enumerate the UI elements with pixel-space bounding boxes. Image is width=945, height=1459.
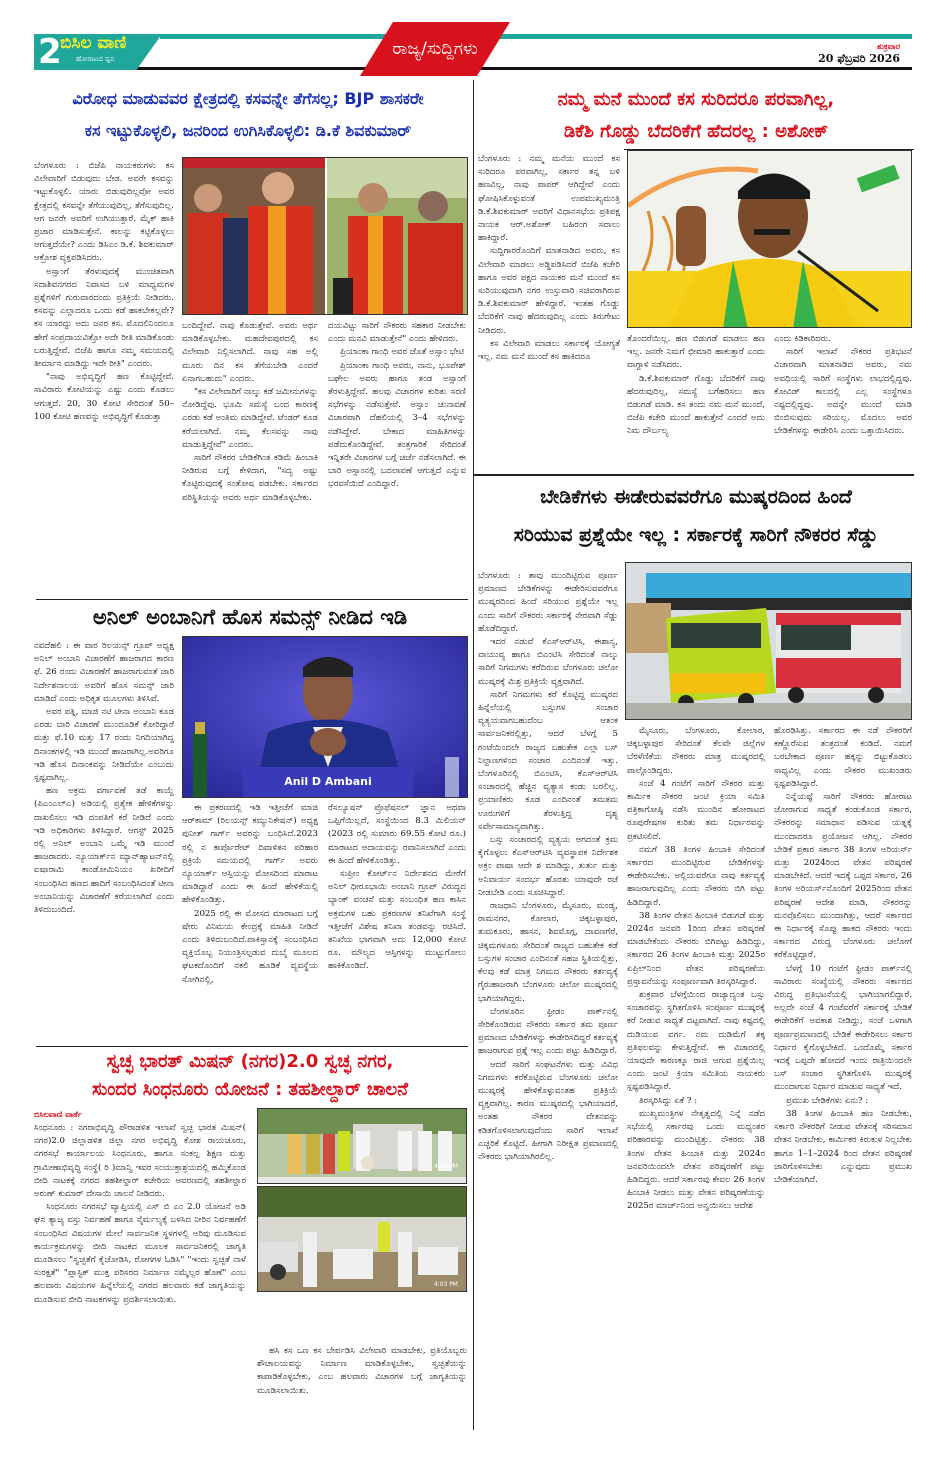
- ambani-paragraph: ನವದೆಹಲಿ : ಈ ವಾರ ರಿಲಯನ್ಸ್ ಗ್ರೂಪ್ ಅಧ್ಯಕ್ಷ ಅನಿಲ್ ಅಂಬಾನಿ ವಿಚಾರಣೆಗೆ ಹಾಜರಾಗದ ಕಾರಣ ಫೆ. 26 ರಂದು ವಿಚಾರಣೆಗೆ ಹಾಜರಾಗುವಂತೆ ಜಾರಿ ನಿರ್ದೇಶನಾಲಯ ಅವರಿಗೆ ಹೊಸ ಸಮನ್ಸ್ ಜಾರಿ ಮಾಡಿದೆ ಎಂದು ಅಧಿಕೃತ ಮೂಲಗಳು ತಿಳಿಸಿವೆ.: [34, 641, 174, 704]
- ambani-headline: ಅನಿಲ್ ಅಂಬಾನಿಗೆ ಹೊಸ ಸಮನ್ಸ್ ನೀಡಿದ ಇಡಿ: [92, 605, 408, 629]
- transport-paragraph: ಬೆಂಗಳೂರು : ತಾವು ಮುಂದಿಟ್ಟಿರುವ ಪೂರ್ಣ ಪ್ರಮಾಣದ ಬೇಡಿಕೆಗಳನ್ನು ಈಡೇರಿಸುವವರೆಗೂ ಮುಷ್ಕರದಿಂದ ಹಿಂದೆ ಸರಿಯುವ ಪ್ರಶ್ನೆಯೇ ಇಲ್ಲ ಎಂದು ಸಾರಿಗೆ ನೌಕರರು ಸರ್ಕಾರಕ್ಕೆ ನೇರವಾಗಿ ಸೆಡ್ಡು ಹೊಡೆದಿದ್ದಾರೆ.: [478, 571, 618, 634]
- masthead-black-rule: [130, 67, 912, 70]
- transport-paragraph: ಬೆಂಗಳೂರಿನ ಫ್ರೀಡಂ ಪಾರ್ಕ್‌ನಲ್ಲಿ ಸೇರಿಕೊಂಡಿರುವ ನೌಕರರು ಸರ್ಕಾರ ತಮ ಪೂರ್ಣ ಪ್ರಮಾಣದ ಬೇಡಿಕೆಗಳನ್ನು ಈಡೇರಿಸದಿದ್ದರೆ ಕರ್ತವ್ಯಕ್ಕೆ ಹಾಜರಾಗುವ ಪ್ರಶ್ನೆ ಇಲ್ಲ ಎಂದು ಪಟ್ಟು ಹಿಡಿದಿದ್ದಾರೆ.: [478, 1006, 618, 1057]
- ambani-column-3: [328, 802, 466, 1035]
- transport-paragraph: ಆದರೆ ಸಾರಿಗೆ ಸಂಘಟನೆಗಳು ಮತ್ತು ವಿವಿಧ ನಿಗಮಗಳು ಕರೆಕೊಟ್ಟಿರುವ ಬೆಂಗಳೂರು ಚಲೋ ಮುಷ್ಕರಕ್ಕೆ ಹೇಳಿಕೊಳ್ಳುವಂತಹ ಪ್ರತಿಕ್ರಿಯೆ ವ್ಯಕ್ತವಾಗಿಲ್ಲ. ಕಾರಣ ಮುಷ್ಕರದಲ್ಲಿ ಭಾಗಿಯಾದರೆ, ಅಂತಹ ನೌಕರರ ವೇತನವನ್ನು ಕಡಿತಗೊಳಿಸಲಾಗುವುದೆಂದು ಸಾರಿಗೆ ಇಲಾಖೆ ಎಚ್ಚರಿಕೆ ಕೊಟ್ಟಿದೆ. ಹೀಗಾಗಿ ನಿರೀಕ್ಷಿತ ಪ್ರಮಾಣದಲ್ಲಿ ನೌಕರರು ಭಾಗಿಯಾಗಿರಲಿಲ್ಲ.: [478, 1059, 618, 1162]
- transport-paragraph: ಬಸ್ಸು ಸಂಚಾರದಲ್ಲಿ ವ್ಯತ್ಯಯ ಆಗದಂತೆ ಕ್ರಮ ಕೈಗೊಳ್ಳಲು ಕೆಎಸ್‌ಆರ್‌ಟಿಸಿ ವ್ಯವಸ್ಥಾಪಕ ನಿರ್ದೇಶಕ ಅಕ್ರಂ ಪಾಷಾ ಆದೇ ಶ ಮಾಡಿದ್ದು, ತುರ್ತು ಮತ್ತು ಅನಿವಾರ್ಯ ಸಂದರ್ಭ ಹೊರತು ಯಾವುದೇ ರಜೆ ನೀಡಬೇಡಿ ಎಂದು ಸೂಚಿಸಿದ್ದಾರೆ.: [478, 835, 618, 898]
- transport-paragraph: ಇದರ ನಡುವೆ ಕೆಎಸ್‌ಆರ್‌ಟಿಸಿ, ಈಶಾನ್ಯ, ವಾಯುವ್ಯ ಹಾಗೂ ಬಿಎಂಟಿಸಿ ಸೇರಿದಂತೆ ನಾಲ್ಕು ಸಾರಿಗೆ ನಿಗಮಗಳು ಕರೆದಿರುವ ಬೆಂಗಳೂರು ಚಲೋ ಮುಷ್ಕರಕ್ಕೆ ಮಿಶ್ರ ಪ್ರತಿಕ್ರಿಯೆ ವ್ಯಕ್ತವಾಗಿದೆ.: [478, 637, 618, 687]
- ashok-paragraph: ಬೆಂಗಳೂರು : ನಮ್ಮ ಮನೆಯ ಮುಂದೆ ಕಸ ಸುರಿದರೂ ಪರವಾಗಿಲ್ಲ, ಸರ್ಕಾರ ತನ್ನ ಬಳಿ ಹಣವಿಲ್ಲ, ನಾವು ಪಾಪರ್ ಆಗಿದ್ದೇವೆ ಎಂದು ಘೋಷಿಸಿಕೊಳ್ಳುವಂತೆ ಉಪಮುಖ್ಯಮಂತ್ರಿ ಡಿ.ಕೆ.ಶಿವಕುಮಾರ್ ಅವರಿಗೆ ವಿಧಾನಸಭೆಯ ಪ್ರತಿಪಕ್ಷ ನಾಯಕ ಆರ್.ಅಶೋಕ್ ಬಹಿರಂಗ ಸವಾಲು ಹಾಕಿದ್ದಾರೆ.: [478, 154, 620, 244]
- ashok-headline-line1: ನಮ್ಮ ಮನೆ ಮುಂದೆ ಕಸ ಸುರಿದರೂ ಪರವಾಗಿಲ್ಲ,: [557, 89, 835, 110]
- transport-paragraph: 38 ತಿಂಗಳ ವೇತನ ಹಿಂಬಾಕಿ ಬಿಡುಗಡೆ ಮತ್ತು 2024ರ ಜನವರಿ 1ರಿಂದ ವೇತನ ಪರಿಷ್ಕರಣೆ ಮಾಡಬೇಕೆಂದು ನೌಕರರು ಬಿಗಿಪಟ್ಟು ಹಿಡಿದಿದ್ದು, ಸರ್ಕಾರದ 26 ತಿಂಗಳ ಹಿಂಬಾಕಿ ಮತ್ತು 2025ರ ಏಪ್ರಿಲ್‌ನಿಂದ ವೇತನ ಪರಿಷ್ಕರಣೆಯ ಪ್ರಸ್ತಾವನೆಯನ್ನು ಸಂಪೂರ್ಣವಾಗಿ ತಿರಸ್ಕರಿಸಿದ್ದಾರೆ.: [627, 910, 765, 987]
- divider-ambani-swachh: [36, 1046, 468, 1047]
- issue-date: 20 ಫೆಬ್ರವರಿ 2026: [818, 52, 900, 65]
- dks-paragraph: "ಕಸ ವಿಲೇವಾರಿಗೆ ನಾಲ್ಕು ಕಡೆ ಜಮೀನುಗಳನ್ನು ನೋಡಿದ್ದೆವು. ಭೂಮಿ ಸಮಸ್ಯೆ ಬಂದ ಕಾರಣಕ್ಕೆ ಎರಡು ಕಡೆ ಅಂತಿಮ ಮಾಡಿದ್ದೇವೆ. ಟೆಂಡರ್ ಕೂಡ ಕರೆಯಲಾಗಿದೆ. ನಮ್ಮ ಕೆಲಸವನ್ನು ನಾವು ಮಾಡುತ್ತಿದ್ದೇವೆ" ಎಂದರು.: [182, 387, 318, 450]
- swachh-paragraph: ಸಿಂಧನೂರು : ನಗರಾಭಿವೃದ್ಧಿ ಪೌರಾಡಳಿತ ಇಲಾಖೆ ಸ್ವಚ್ಛ ಭಾರತ ಮಿಷನ್( ನಗರ)2.0 ಜಿಲ್ಲಾಡಳಿತ ಜಿಲ್ಲಾ ನಗರ ಅಭಿವೃದ್ಧಿ ಕೋಶ ರಾಯಚೂರು, ನಗರಸಭೆ ಕಾರ್ಯಾಲಯ ಸಿಂಧನೂರು, ಹಾಗೂ ಸಂಕಲ್ಪ ಶಿಕ್ಷಣ ಮತ್ತು ಗ್ರಾಮೀಣಾಭಿವೃದ್ಧಿ ಸಂಸ್ಥೆ( ರಿ )ಮಾನ್ವಿ ಇವರ ಸಂಯುಕ್ತಾಶ್ರಯದಲ್ಲಿ ಹಮ್ಮಿಕೊಂಡ ಬೀದಿ ನಾಟಕಕ್ಕೆ ನಗರದ ತಹಶೀಲ್ದಾರ್ ಕಚೇರಿಯ ಆವರಣದಲ್ಲಿ ತಹಶೀಲ್ದಾರ ಅರುಣ್ ಕುಮಾರ್ ದೇಸಾಯಿ ಚಾಲನೆ ನೀಡಿದರು.: [34, 1123, 246, 1200]
- page-number: 2: [38, 32, 62, 72]
- dks-paragraph: ದಯವಿಟ್ಟು ಸಾರಿಗೆ ನೌಕರರು ಸಹಕಾರ ನೀಡಬೇಕು ಎಂದು ಮನವಿ ಮಾಡುತ್ತೇನೆ" ಎಂದು ಹೇಳಿದರು.: [328, 321, 466, 345]
- transport-headline-line2: ಸರಿಯುವ ಪ್ರಶ್ನೆಯೇ ಇಲ್ಲ : ಸರ್ಕಾರಕ್ಕೆ ಸಾರಿಗೆ ನೌಕರರ ಸೆಡ್ಡು: [513, 524, 879, 546]
- transport-paragraph: ಶುಕ್ರವಾರ ಬೆಳಗ್ಗೆಯಿಂದ ರಾಜ್ಯಾದ್ಯಂತ ಬಸ್ಸು ಸಂಚಾರವನ್ನು ಸ್ಥಗಿತಗೊಳಿಸಿ ಸಂಪೂರ್ಣ ಮುಷ್ಕರಕ್ಕೆ ಕರೆ ನೀಡುವ ಸಾಧ್ಯತೆ ದಟ್ಟವಾಗಿದೆ. ನಾವು ಕಷ್ಟದಲ್ಲಿ ದುಡಿಯುವ ವರ್ಗ. ನಮ ದುಡಿಮೆಗೆ ತಕ್ಕ ಪ್ರತಿಫಲವನ್ನು ಕೇಳುತ್ತಿದ್ದೇವೆ. ಈ ವಿಚಾರದಲ್ಲಿ ಯಾವುದೇ ಕಾರಣಕ್ಕೂ ರಾಜಿ ಆಗುವ ಪ್ರಶ್ನೆಯಿಲ್ಲ ಎಂದು ಜಂಟಿ ಕ್ರಿಯಾ ಸಮಿತಿಯ ನಾಯಕರು ಸ್ಪಷ್ಟಪಡಿಸಿದ್ದಾರೆ.: [627, 990, 765, 1093]
- ashok-column-3: [774, 333, 912, 473]
- swachh-body: [34, 1122, 246, 1412]
- dks-paragraph: ಬಂದಿದ್ದೇವೆ. ನಾವು ಕೊಡುತ್ತೇವೆ. ಅವರು ಅರ್ಥ ಮಾಡಿಕೊಳ್ಳಬೇಕು. ಮಹದೇವಪುರದಲ್ಲಿ ಕಸ ವಿಲೇವಾರಿ ನಿಲ್ಲಿಸಲಾಗಿದೆ. ನಾವು ಸಹ ಅಲ್ಲಿ ಮೂರು ದಿನ ಕಸ ತೆಗೆಯಬೇಡಿ ಎಂದರೆ ಏನಾಗಬಹುದು" ಎಂದರು.: [182, 321, 318, 384]
- swachh-caption-text: ಹಸಿ ಕಸ ಒಣ ಕಸ ಬೇರ್ಪಡಿಸಿ ವಿಲೇವಾರಿ ಮಾಡಬೇಕು, ಪ್ರತಿಯೊಬ್ಬರು ಶೌಚಾಲಯವನ್ನು ನಿರ್ಮಾಣ ಮಾಡಿಕೊಳ್ಳಬೇಕು, ಸ್ವಚ್ಛತೆಯನ್ನು ಕಾಪಾಡಿಕೊಳ್ಳಬೇಕು, ಎಂಬ ಹಲವಾರು ವಿಚಾರಗಳ ಬಗ್ಗೆ ಜಾಗೃತಿಯನ್ನು ಮೂಡಿಸಲಾಯಿತು.: [257, 1346, 467, 1396]
- transport-subhead-why-rejected: ತಿರಸ್ಕರಿಸಿದ್ದು ಏಕೆ ? :: [639, 1095, 698, 1106]
- ambani-paragraph: 2025 ರಲ್ಲಿ ಈ ಮೋಸದ ಮಾರಾಟದ ಬಗ್ಗೆ ಷೇರು ವಿನಿಮಯ ಕೇಂದ್ರಕ್ಕೆ ಮಾಹಿತಿ ನೀಡಿದೆ ಎಂದು ತಿಳಿದುಬಂದಿದೆ.ಪಾಕಿಸ್ತಾನಕ್ಕೆ ಸಂಬಂಧಿಸಿದ ವ್ಯಕ್ತಿಯೊಬ್ಬ ನಿಯಂತ್ರಿಸಲ್ಪಡುವ ದುಬೈ ಮೂಲದ ಘಟಕದೊಂದಿಗೆ ನಕಲಿ ಹೂಡಿಕೆ ವ್ಯವಸ್ಥೆಯ ಸೋಗಿನಲ್ಲಿ,: [182, 908, 318, 985]
- dks-paragraph: "ನಾವು ಅಭಿವೃದ್ಧಿಗೆ ಹಣ ಕೊಟ್ಟಿದ್ದೇವೆ. ಸಾವಿರಾರು ಕೋಟಿಯನ್ನು ಎಷ್ಟು ಎಂದು ಕೊಡಲು ಆಗುತ್ತದೆ. 20, 30 ಕೋಟಿ ಸೇರಿದಂತೆ 50– 100 ಕೋಟಿ ಹಣವನ್ನು ಅಭಿವೃದ್ಧಿಗೆ ಕೊಡುತ್ತಾ: [34, 372, 174, 422]
- photo-1-timestamp: 4:03 PM: [433, 1163, 458, 1170]
- transport-paragraph: ನಿನ್ನೆಯಷ್ಟೆ ಸಾರಿಗೆ ನೌಕರರು ಹೋರಾಟ ಜೋರಾಗುವ ಸಾಧ್ಯತೆ ಕಂಡುಕೊಂಡ ಸರ್ಕಾರ, ನೌಕರರನ್ನು ಸಮಾಧಾನ ಪಡಿಸುವ ಯತ್ನಕ್ಕೆ ಮುಂದಾದರೂ ಪ್ರಯೋಜನ ಆಗಿಲ್ಲ. ನೌಕರರ ಬೇಡಿಕೆ ಪ್ರಕಾರ ಸರ್ಕಾರ 38 ತಿಂಗಳ ಅರಿಯರ್ಸ್ ಮತ್ತು 2024ರಿಂದ ವೇತನ ಪರಿಷ್ಕರಣೆ ಮಾಡಬೇಕಿದೆ. ಆದರೆ ಇದಕ್ಕೆ ಒಪ್ಪದ ಸರ್ಕಾರ, 26 ತಿಂಗಳ ಅರಿಯರ್ಸ್‌ನೊಂದಿಗೆ 2025ರಿಂದ ವೇತನ ಪರಿಷ್ಕರಣೆ ಆದೇಶ ಮಾಡಿ, ನೌಕರರನ್ನು ಮನವೊಲಿಸಲು ಮುಂದಾಗಿತ್ತು, ಆದರೆ ಸರ್ಕಾರದ ಈ ನಿರ್ಧಾರಕ್ಕೆ ಸೊಪ್ಪು ಹಾಕದ ನೌಕರರು ಇಂದು ಸರ್ಕಾರದ ವಿರುದ್ಧ ಬೆಂಗಳೂರು ಚಲೋಗೆ ಕರೆಕೊಟ್ಟಿದ್ದಾರೆ.: [774, 792, 912, 961]
- ambani-paragraph: ಅವರ ಪತ್ನಿ, ಮಾಜಿ ನಟಿ ಟೀನಾ ಅಂಬಾನಿ ಕೂಡ ಎರಡು ಬಾರಿ ವಿಚಾರಣೆ ಮುಂದೂಡಿಕೆ ಕೋರಿದ್ದಾರೆ ಮತ್ತು ಫೆ.10 ಮತ್ತು 17 ರಂದು ನಿಗದಿಯಾಗಿದ್ದ ದಿನಾಂಕಗಳಲ್ಲಿ ಇಡಿ ಮುಂದೆ ಹಾಜರಾಗಿಲ್ಲ.ಅವರಿಗೂ ಇಡಿ ಹೊಸ ದಿನಾಂಕವನ್ನು ನೀಡಿದೆಯೇ ಎಂಬುದು ಸ್ಪಷ್ಟವಾಗಿಲ್ಲ.: [34, 707, 174, 784]
- paper-name-logo: ಬಿಸಿಲ ವಾಣಿ: [60, 33, 127, 53]
- swachh-photo-1: [257, 1108, 467, 1184]
- issue-day: ಶುಕ್ರವಾರ: [876, 42, 900, 51]
- nameplate-anil-d-ambani: Anil D Ambani: [284, 775, 372, 788]
- dks-headline-line1: ವಿರೋಧ ಮಾಡುವವರ ಕ್ಷೇತ್ರದಲ್ಲಿ ಕಸವನ್ನೇ ತೆಗೆಸಲ್ಲ; BJP ಶಾಸಕರೇ: [72, 89, 424, 108]
- ashok-paragraph: ಸುದ್ದಿಗಾರರೊಂದಿಗೆ ಮಾತನಾಡಿದ ಅವರು, ಕಸ ವಿಲೇವಾರಿ ಮಾಡಲು ಅಡ್ಡಿಪಡಿಸಿದರೆ ಬಿಜೆಪಿ ಕಚೇರಿ ಹಾಗೂ ಅವರ ಪಕ್ಷದ ನಾಯಕರ ಮನೆ ಮುಂದೆ ಕಸ ಸುರಿಯುವುದಾಗಿ ನಗರ ಉಸ್ತುವಾರಿ ಸಚಿವರಾಗಿರುವ ಡಿ.ಕೆ.ಶಿವಕುಮಾರ್ ಹೇಳಿದ್ದಾರೆ. ಇಂತಹ ಗೊಡ್ಡು ಬೆದರಿಕೆಗೆ ನಾವು ಹೆದರುವುದಿಲ್ಲ ಎಂದು ತಿರುಗೇಟು ನೀಡಿದರು.: [478, 246, 620, 336]
- ashok-headline-line2: ಡಿಕೆಶಿ ಗೊಡ್ಡು ಬೆದರಿಕೆಗೆ ಹೆದರಲ್ಲ : ಅಶೋಕ್: [563, 121, 829, 142]
- transport-paragraph: ಸಾರಿಗೆ ನಿಗಮಗಳು ಕರೆ ಕೊಟ್ಟಿದ್ದ ಮುಷ್ಕರದ ಹಿನ್ನೆಲೆಯಲ್ಲಿ ಬಸ್ಸುಗಳ ಸಂಚಾರ ವ್ಯತ್ಯಯವಾಗಬಹುದೆಂಬ ಆತಂಕ ಸಾರ್ವಜನಿಕರಲ್ಲಿತ್ತು, ಆದರೆ ಬೆಳಗ್ಗೆ 5 ಗಂಟೆಯಿಂದಲೇ ರಾಜ್ಯದ ಬಹುತೇಕ ಎಲ್ಲಾ ಬಸ್ ನಿಲ್ದಾಣಗಳಿಂದ ಸಂಚಾರ ಎಂದಿನಂತೆ ಇತ್ತು. ಬೆಂಗಳೂರಿನಲ್ಲಿ ಬಿಎಂಟಿಸಿ, ಕೆಎಸ್‌ಆರ್‌ಟಿಸಿ ಸಂಚಾರದಲ್ಲಿ ಹೆಚ್ಚಿನ ವ್ಯತ್ಯಾಸ ಕಂಡು ಬರಲಿಲ್ಲ. ಪ್ರಯಾಣಿಕರು ಕೂಡ ಎಂದಿನಂತೆ ತಮತಮ ಊರುಗಳಿಗೆ ತೆರಳುತ್ತಿದ್ದ ದೃಶ್ಯ ಸರ್ವೇಸಾಮಾನ್ಯವಾಗಿತ್ತು.: [478, 689, 618, 832]
- ambani-paragraph: ಸುಪ್ರೀಂ ಕೋರ್ಟ್‌ನ ನಿರ್ದೇಶನದ ಮೇರೆಗೆ ಅನಿಲ್ ಧೀರೂಭಾಯಿ ಅಂಬಾನಿ ಗ್ರೂಪ್ ವಿರುದ್ಧದ ಬ್ಯಾಂಕ್ ವಂಚನೆ ಮತ್ತು ಸಂಬಂಧಿತ ಹಣ ಕಾಸಿನ ಅಕ್ರಮಗಳ ಬಹು ಪ್ರಕರಣಗಳ ತನಿಖೆಗಾಗಿ ಸಂಸ್ಥೆ ಇತ್ತೀಚೆಗೆ ವಿಶೇಷ ತನಿಖಾ ತಂಡವನ್ನು ರಚಿಸಿದೆ. ತನಿಖೆಯ ಭಾಗವಾಗಿ ಅದು 12,000 ಕೋಟಿ ರೂ. ಮೌಲ್ಯದ ಆಸ್ತಿಗಳನ್ನು ಮುಟ್ಟುಗೋಲು ಹಾಕಿಕೊಂಡಿದೆ.: [328, 869, 466, 972]
- ashok-paragraph: ಸಾರಿಗೆ ಇಲಾಖೆ ನೌಕರರ ಪ್ರತಿಭಟನೆ ವಿಚಾರವಾಗಿ ಮಾತನಾಡಿದ ಅವರು, ನಮ ಅವಧಿಯಲ್ಲಿ ಸಾರಿಗೆ ಸಂಸ್ಥೆಗಳು ಲಾಭದಲ್ಲಿದ್ದವು. ಕೋವಿಡ್ ಕಾಲದಲ್ಲಿ ಎಲ್ಲ ಸಂಸ್ಥೆಗಳೂ ನಷ್ಟದಲ್ಲಿದ್ದವು. ಅದನ್ನೇ ಮುಂದೆ ಮಾಡಿ ಬಿಂಬಿಸುವುದು ಸರಿಯಲ್ಲ. ಮೊದಲು ಅವರ ಬೇಡಿಕೆಗಳನ್ನು ಈಡೇರಿಸಿ ಎಂದು ಒತ್ತಾಯಿಸಿದರು.: [774, 347, 912, 437]
- masthead-teal-rule: [160, 34, 912, 39]
- photo-street-play-bowing: [258, 1187, 467, 1292]
- dks-paragraph: ಸಾರಿಗೆ ನೌಕರರ ಬೇಡಿಕೆಗಿಂತ ಕಡಿಮೆ ಹಿಂಬಾಕಿ ನೀಡಿರುವ ಬಗ್ಗೆ ಕೇಳಿದಾಗ, "ಸದ್ಯ ಅಷ್ಟು ಕೊಟ್ಟಿರುವುದಕ್ಕೆ ಸಂತೋಷ ಪಡಬೇಕು. ಸರ್ಕಾರದ ಪರಿಸ್ಥಿತಿಯನ್ನು ಅವರು ಅರ್ಥ ಮಾಡಿಕೊಳ್ಳಬೇಕು.: [182, 453, 318, 503]
- swachh-photo-2: [257, 1186, 467, 1292]
- ashok-paragraph: ತೊಂದರೆಯಿಲ್ಲ. ಹಣ ಬಿಡುಗಡೆ ಮಾಡಲು ಹಣ ಇಲ್ಲ. ಜನರೇ ನಿಮಗೆ ಛೀಮಾರಿ ಹಾಕುತ್ತಾರೆ ಎಂದು ವಾಗ್ದಾಳಿ ನಡೆಸಿದರು.: [627, 334, 765, 371]
- transport-column-1: [478, 570, 618, 1432]
- transport-paragraph: ಬೆಳಗ್ಗೆ 10 ಗಂಟೆಗೆ ಫ್ರೀಡಂ ಪಾರ್ಕ್‌ನಲ್ಲಿ ಸಾವಿರಾರು ಸಂಖ್ಯೆಯಲ್ಲಿ ನೌಕರರು ಸರ್ಕಾರದ ವಿರುದ್ಧ ಪ್ರತಿಭಟನೆಯಲ್ಲಿ ಭಾಗಿಯಾಗಲಿದ್ದಾರೆ. ಅಲ್ಲದೇ ಸಂಜೆ 4 ಗಂಟೆವರೆಗೆ ಸರ್ಕಾರಕ್ಕೆ ಬೇಡಿಕೆ ಈಡೇರಿಕೆಗೆ ಅವಕಾಶ ನೀಡಿದ್ದು, ಸಂಜೆ ಒಳಗಾಗಿ ಪೂರ್ಣಪ್ರಮಾಣದಲ್ಲಿ ಬೇಡಿಕೆ ಈಡೇರಿಸಲು ಸರ್ಕಾರ ನಿರ್ಧಾರ ಕೈಗೊಳ್ಳಬೇಕಿದೆ. ಒಂದೊಮ್ಮೆ ಸರ್ಕಾರ ಇದಕ್ಕೆ ಒಪ್ಪದೇ ಹೋದರೆ ಇಂದು ರಾತ್ರಿಯಿಂದಲೇ ಬಸ್ ಸಂಚಾರ ಸ್ಥಗಿತಗೊಳಿಸಿ ಮುಷ್ಕರಕ್ಕೆ ಮುಂದಾಗುವ ನಿರ್ಧಾರ ಮಾಡುವ ಸಾಧ್ಯತೆ ಇದೆ.: [774, 963, 912, 1093]
- transport-paragraph: ಮುಖ್ಯಮಂತ್ರಿಗಳ ನೇತೃತ್ವದಲ್ಲಿ ನಿನ್ನೆ ನಡೆದ ಸಭೆಯಲ್ಲಿ ಸರ್ಕಾರವು ಒಂದು ಮಧ್ಯಂತರ ಪರಿಹಾರವನ್ನು ಮುಂದಿಟ್ಟಿತ್ತು. ನೌಕರರು 38 ತಿಂಗಳ ವೇತನ ಹಿಂಬಾಕಿ ಮತ್ತು 2024ರ ಜನವರಿಯಿಂದಲೇ ವೇತನ ಪರಿಷ್ಕರಣೆಗೆ ಪಟ್ಟು ಹಿಡಿದಿದ್ದರು. ಆದರೆ ಸರ್ಕಾರವು ಕೇವಲ 26 ತಿಂಗಳ ಹಿಂಬಾಕಿ ನೀಡಲು ಮತ್ತು ವೇತನ ಪರಿಷ್ಕರಣೆಯನ್ನು 2025ರ ಮಾರ್ಚ್‌ನಿಂದ ಅನ್ವಯಿಸಲು ಆದೇಶ: [627, 1108, 765, 1212]
- ksrtc-buses-photo: [625, 562, 912, 720]
- divider-ashok-transport: [474, 474, 914, 476]
- photo-ashok-speaking: [628, 151, 912, 328]
- ashok-column-2: [627, 333, 765, 473]
- anil-ambani-photo: [182, 636, 468, 798]
- transport-paragraph: ನಮಗೆ 38 ತಿಂಗಳ ಹಿಂಬಾಕಿ ಸೇರಿದಂತೆ ಸರ್ಕಾರದ ಮುಂದಿಟ್ಟಿರುವ ಬೇಡಿಕೆಗಳನ್ನು ಈಡೇರಿಸಬೇಕು. ಅಲ್ಲಿಯವರೆಗೂ ನಾವು ಕರ್ತವ್ಯಕ್ಕೆ ಹಾಜರಾಗುವುದಿಲ್ಲ ಎಂದು ನೌಕರರು ಬಿಗಿ ಪಟ್ಟು ಹಿಡಿದಿದ್ದಾರೆ.: [627, 844, 765, 908]
- ambani-paragraph: ಹಣ ಅಕ್ರಮ ವರ್ಗಾವಣೆ ತಡೆ ಕಾಯ್ದೆ (ಪಿಎಂಎಲ್ಎ) ಅಡಿಯಲ್ಲಿ ಪ್ರತ್ಯೇಕ ಹೇಳಿಕೆಗಳನ್ನು ದಾಖಲಿಸಲು ಇಡಿ ದಂಪತಿಗೆ ಕರೆ ನೀಡಿದೆ ಎಂದು ಇಡಿ ಅಧಿಕಾರಿಗಳು ತಿಳಿಸಿದ್ದಾರೆ. ಆಗಸ್ಟ್ 2025 ರಲ್ಲಿ ಅನಿಲ್ ಅಂಬಾನಿ ಒಮ್ಮೆ ಇಡಿ ಮುಂದೆ ಹಾಜರಾದರು. ನ್ಯೂಯಾರ್ಕ್‌ನ ಮ್ಯಾನ್‌ಹ್ಯಾಟನ್‌ನಲ್ಲಿ ಐಷಾರಾಮಿ ಕಾಂಡೋಮಿನಿಯಂ ಖರೀದಿಗೆ ಸಂಬಂಧಿಸಿದ ಹಣದ ಹಾದಿಗೆ ಸಂಬಂಧಿಸಿದಂತೆ ಟೀನಾ ಅಂಬಾನಿಯನ್ನು ವಿಚಾರಣೆಗೆ ಕರೆಯಲಾಗಿದೆ ಎಂದು ತಿಳಿದುಬಂದಿದೆ.: [34, 786, 174, 916]
- swachh-headline-line1: ಸ್ವಚ್ಛ ಭಾರತ್ ಮಿಷನ್ (ನಗರ)2.0 ಸ್ವಚ್ಛ ನಗರ,: [106, 1051, 394, 1072]
- dks-paragraph: ಅಸ್ಸಾಂಗೆ ತೆರಳುವುದಕ್ಕೆ ಮುಂಚಿತವಾಗಿ ಸದಾಶಿವನಗರದ ನಿವಾಸದ ಬಳಿ ಮಾಧ್ಯಮಗಳ ಪ್ರಶ್ನೆಗಳಿಗೆ ಗುರುವಾರದಂದು ಪ್ರತಿಕ್ರಿಯೆ ನೀಡಿದರು. ಕಸವನ್ನು ಎಲ್ಲಾದರೂ ಒಂದು ಕಡೆ ಹಾಕಬೇಕಲ್ಲವೇ? ಕಸ ಯಾರದ್ದು ಅದು ಜನರ ಕಸ. ಮೊದಲಿನಿಂದಲೂ ಹೇಗೆ ಸಂಪ್ರದಾಯವಿತ್ತೋ ಅದೇ ರೀತಿ ಮಾಡಿಕೊಂಡು ಬರುತ್ತಿದ್ದೇವೆ. ಬಿಜೆಪಿ ಹಾಗೂ ನಮ್ಮ ಸಮಯದಲ್ಲಿ ತೀರ್ಮಾನ ಮಾಡಿದ್ದು ಇದೇ ರೀತಿ" ಎಂದರು.: [34, 266, 174, 370]
- transport-paragraph: ಸಂಜೆ 4 ಗಂಟೆಗೆ ಸಾರಿಗೆ ನೌಕರರ ಮತ್ತು ಕಾರ್ಮಿಕ ನೌಕರರ ಜಂಟಿ ಕ್ರಿಯಾ ಸಮಿತಿ ಪತ್ರಿಕಾಗೋಷ್ಠಿ ನಡೆಸಿ ಮುಂದಿನ ಹೋರಾಟದ ರೂಪುರೇಷಗಳ ಕುರಿತು ತಮ ನಿರ್ಧಾರವನ್ನು ಪ್ರಕಟಿಸಲಿದೆ.: [627, 778, 765, 842]
- ambani-paragraph: ಈ ಪ್ರಕರಣದಲ್ಲಿ ಇಡಿ ಇತ್ತೀಚೆಗೆ ಮಾಜಿ ಆರ್‌ಕಾಮ್ (ರಿಲಯನ್ಸ್ ಕಮ್ಯುನಿಕೇಷನ್) ಅಧ್ಯಕ್ಷ ಪುನೀತ್ ಗಾರ್ಗ್ ಅವರನ್ನು ಬಂಧಿಸಿದೆ.2023 ರಲ್ಲಿ ನ ಕಾರ್ಪೊರೇಟ್ ದಿವಾಳಿತನ ಪರಿಹಾರ ಪ್ರಕ್ರಿಯೆ ಸಮಯದಲ್ಲಿ ಗಾರ್ಗ್ ಅವರು ನ್ಯೂಯಾರ್ಕ್ ಆಸ್ತಿಯನ್ನು ಮೋಸದಿಂದ ಮಾರಾಟ ಮಾಡಿದ್ದಾರೆ ಎಂದು ಈ ಹಿಂದೆ ಹೇಳಿಕೆಯಲ್ಲಿ ಹೇಳಿಕೊಂಡಿತ್ತು.: [182, 803, 318, 906]
- dks-headline-line2: ಕಸ ಇಟ್ಟುಕೊಳ್ಳಲಿ, ಜನರಿಂದ ಉಗಿಸಿಕೊಳ್ಳಲಿ: ಡಿ.ಕೆ ಶಿವಕುಮಾರ್: [84, 121, 412, 140]
- transport-headline-line1: ಬೇಡಿಕೆಗಳು ಈಡೇರುವವರೆಗೂ ಮುಷ್ಕರದಿಂದ ಹಿಂದೆ: [540, 486, 852, 508]
- photo-2-timestamp: 4:03 PM: [433, 1281, 458, 1288]
- ashok-paragraph: ಎಂದು ಕಿಡಿಕಾರಿದರು.: [774, 334, 831, 344]
- swachh-headline-line2: ಸುಂದರ ಸಿಂಧನೂರು ಯೋಜನೆ : ತಹಶೀಲ್ದಾರ್ ಚಾಲನೆ: [92, 1079, 408, 1100]
- ashok-paragraph: ಕಸ ವಿಲೇವಾರಿ ಮಾಡಲು ಸರ್ಕಾರಕ್ಕೆ ಯೋಗ್ಯತೆ ಇಲ್ಲ. ನಮ ಮನೆ ಮುಂದೆ ಕಸ ಹಾಕಿದರೂ: [478, 338, 620, 363]
- ashok-paragraph: ಡಿ.ಕೆ.ಶಿವಕುಮಾರ್ ಗೊಡ್ಡು ಬೆದರಿಕೆಗೆ ನಾವು ಹೆದರುವುದಿಲ್ಲ, ಸಮಸ್ಯೆ ಬಗೆಹರಿಸಲು ಹಣ ಬಿಡುಗಡೆ ಮಾಡಿ. ಕಸ ತಂದು ನಮ ಮನೆ ಮುಂದೆ, ಬಿಜೆಪಿ ಕಚೇರಿ ಮುಂದೆ ಹಾಕುತ್ತೇನೆ ಎಂದರೆ ಅದು ನಿಮ ದೌರ್ಬಲ್ಯ: [627, 373, 765, 437]
- column-divider-center: [473, 80, 474, 1430]
- transport-paragraph: 38 ತಿಂಗಳ ಹಿಂಬಾಕಿ ಹಣ ನೀಡಬೇಕು, ಸರ್ಕಾರಿ ನೌಕರರಿಗೆ ನೀಡುವ ವೇತನಕ್ಕೆ ಸರಿಸಮಾನ ವೇತನ ನೀಡಬೇಕು, ಕಾರ್ಮಿಕರ ಕಿರುಕುಳ ನಿಲ್ಲಬೇಕು ಹಾಗೂ 1–1–2024 ರಿಂದ ವೇತನ ಪರಿಷ್ಕರಣೆ ಜಾರಿಗೊಳಿಸಬೇಕು ಎನ್ನುವುದು ಪ್ರಮುಖ ಬೇಡಿಕೆಯಾಗಿದೆ.: [774, 1108, 912, 1185]
- photo-temple-visit: [183, 158, 468, 315]
- dks-priyanka-photo: [182, 157, 468, 315]
- masthead: [0, 0, 945, 80]
- transport-column-3: [774, 725, 912, 1432]
- transport-column-2: [627, 725, 765, 1432]
- dks-paragraph: ಪ್ರಿಯಾಂಕಾ ಗಾಂಧಿ ಅವರು, ನಾನು, ಭೂಪೇಶ್ ಬಘೇಲ ಅವರು ಹಾಗೂ ತಂಡ ಅಸ್ಸಾಂಗೆ ತೆರಳುತ್ತಿದ್ದೇವೆ. ಹಲವು ವಿಚಾರಗಳ ಕುರಿತು ಸರಣಿ ಸಭೆಗಳನ್ನು ನಡೆಸುತ್ತೇವೆ. ಅಸ್ಸಾಂ ಚುನಾವಣೆ ವಿಚಾರವಾಗಿ ದೆಹಲಿಯಲ್ಲಿ 3–4 ಸಭೆಗಳನ್ನು ನಡೆಸಿದ್ದೇವೆ. ಬೇಕಾದ ಮಾಹಿತಿಗಳನ್ನು ಪಡೆದುಕೊಂಡಿದ್ದೇವೆ. ತಂತ್ರಗಾರಿಕೆ ಸೇರಿದಂತೆ ಇನ್ನಿತರೇ ವಿಚಾರಗಳ ಬಗ್ಗೆ ಚರ್ಚೆ ನಡೆಸಲಾಗಿದೆ. ಈ ಬಾರಿ ಅಸ್ಸಾಂನಲ್ಲಿ ಬದಲಾವಣೆ ಆಗುತ್ತದೆ ಎನ್ನುವ ಭರವಸೆಯಿದೆ ಎಂದಿದ್ದಾರೆ.: [328, 360, 466, 490]
- transport-subhead-key-demands: ಪ್ರಮುಖ ಬೇಡಿಕೆಗಳು ಏನು? :: [786, 1095, 869, 1106]
- section-label: ರಾಜ್ಯ/ಸುದ್ದಿಗಳು: [392, 39, 478, 59]
- dks-column-3: [328, 320, 466, 595]
- dks-paragraph: ಬೆಂಗಳೂರು : ಬಿಜೆಪಿ ನಾಯಕರುಗಳು ಕಸ ವಿಲೇವಾರಿಗೆ ಬಿಡುವುದು ಬೇಡ. ಅವರೇ ಕಸವನ್ನು ಇಟ್ಟುಕೊಳ್ಳಲಿ. ಯಾರು ಬಿಡುವುದಿಲ್ಲವೋ ಅವರ ಕ್ಷೇತ್ರದಲ್ಲಿ ಕಸವನ್ನೇ ತೆಗೆಯುವುದಿಲ್ಲ, ತೆಗೆಸುವುದಿಲ್ಲ. ಆಗ ಜನರೇ ಅವರಿಗೆ ಉಗಿಯುತ್ತಾರೆ. ಮೈಕ್ ಹಾಕಿ ಪ್ರಚಾರ ಮಾಡಿಸುತ್ತೇನೆ. ಕಾಲನ್ನು ಕಟ್ಟಿಕೊಳ್ಳಲು ಆಗುತ್ತದೆಯೇ? ಎಂದು ಡಿಸಿಎಂ ಡಿ.ಕೆ. ಶಿವಕುಮಾರ್ ಆಕ್ರೋಶ ವ್ಯಕ್ತಪಡಿಸಿದರು.: [34, 161, 174, 264]
- ambani-column-1: [34, 640, 174, 1035]
- ashok-column-1: [478, 153, 620, 473]
- ambani-paragraph: ರೆಸಲ್ಯೂಷನ್ ಪ್ರೊಫೆಷನಲ್ ಜ್ಞಾನ ಅಥವಾ ಒಪ್ಪಿಗೆಯಿಲ್ಲದೆ, ಸಂಸ್ಥೆಯಿಂದ 8.3 ಮಿಲಿಯನ್ (2023 ರಲ್ಲಿ ಸುಮಾರು 69.55 ಕೋಟಿ ರೂ.) ಮಾರಾಟದ ಆದಾಯವನ್ನು ರವಾನಿಸಲಾಗಿದೆ ಎಂದು ಈ ಹಿಂದೆ ಹೇಳಿಕೊಂಡಿತ್ತು.: [328, 803, 466, 866]
- transport-paragraph: ಹೊರಡಿಸಿತ್ತು. ಸರ್ಕಾರದ ಈ ನಡೆ ನೌಕರರಿಗೆ ಕಣ್ಣೊರೆಸುವ ತಂತ್ರದಂತೆ ಕಂಡಿದೆ. ನಮಗೆ ಬರಬೇಕಾದ ಪೂರ್ಣ ಹಕ್ಕನ್ನು ಬಿಟ್ಟುಕೊಡಲು ಸಾಧ್ಯವಿಲ್ಲ ಎಂದು ನೌಕರರ ಮುಖಂಡರು ಸ್ಪಷ್ಟಪಡಿಸಿದ್ದಾರೆ.: [774, 726, 912, 789]
- r-ashok-photo: [627, 150, 912, 328]
- photo-buses-at-stand: [626, 563, 912, 720]
- photo-street-play-gathering: [258, 1109, 467, 1184]
- ambani-column-2: [182, 802, 318, 1035]
- swachh-paragraph: ಸಿಂಧನೂರು ನಗರಸಭೆ ವ್ಯಾಪ್ತಿಯಲ್ಲಿ ಎಸ್ ಬಿ ಎಂ 2.0 ಯೋಜನೆ ಅಡಿ ಘನ ತ್ಯಾಜ್ಯ ವಸ್ತು ನಿರ್ವಹಣೆ ಹಾಗೂ ನೈರ್ಮಲ್ಯಕ್ಕೆ ಬಳಸಿದ ನೀರಿನ ನಿರ್ವಹಣೆಗೆ ಸಂಬಂಧಿಸಿದ ವಿಷಯಗಳ ಮೇಲೆ ಸಾರ್ವಜನಿಕ ಸ್ಥಳಗಳಲ್ಲಿ ಅರಿವು ಮೂಡಿಸುವ ಕಾರ್ಯಕ್ರಮಗಳನ್ನು ಬೀದಿ ನಾಟಕದ ಮೂಲಕ ಸಾರ್ವಜನಿಕರಲ್ಲಿ ಜಾಗೃತಿ ಮೂಡಿಸಲು "ಸ್ವಚ್ಛತೆಗೆ ಕೈಜೋಡಿಸಿ, ರೋಗಗಳ ಓಡಿಸಿ" "ಇಂದು ಸ್ವಚ್ಛತೆ ನಾಳೆ ಸುರಕ್ಷತೆ" "ಪ್ಲಾಸ್ಟಿಕ್ ಮುಕ್ತ ಪರಿಸರದ ನಿರ್ಮಾಣ ನಮ್ಮೆಲ್ಲರ ಹೊಣೆ" ಎಂಬ ಹಲವಾರು ವಿಷಯಗಳ ಹಿನ್ನೆಲೆಯಲ್ಲಿ ನಗರದ ಹಲವಾರು ಕಡೆ ಜಾಗೃತಿಯನ್ನು ಮೂಡಿಸುವ ಬೀದಿ ನಾಟಕಗಳನ್ನು ಪ್ರದರ್ಶಿಸಲಾಯಿತು.: [34, 1202, 246, 1305]
- transport-paragraph: ಮೈಸೂರು, ಬೆಂಗಳೂರು, ಕೋಲಾರ, ಚಿಕ್ಕಬಳ್ಳಾಪುರ ಸೇರಿದಂತೆ ಕೆಲವೇ ಜಿಲ್ಲೆಗಳ ಬೆರಳೆಣಿಕೆಯ ನೌಕರರು ಮಾತ್ರ ಮುಷ್ಕರದಲ್ಲಿ ಪಾಲ್ಗೊಂಡಿದ್ದರು.: [627, 726, 765, 776]
- dks-column-2: [182, 320, 318, 595]
- swachh-byline: ಬಿಸಿಲವಾಣಿ ವಾರ್ತೆ: [34, 1110, 82, 1119]
- paper-tagline: ಹೋರಾಟದ ಧ್ವನಿ: [76, 55, 115, 63]
- dks-column-1: [34, 160, 174, 595]
- dks-subhead: ಪ್ರಿಯಾಂಕಾ ಗಾಂಧಿ ಅವರ ಜೊತೆ ಅಸ್ಸಾಂ ಭೇಟಿ: [340, 347, 464, 358]
- swachh-photo-caption: [257, 1345, 467, 1410]
- transport-paragraph: ರಾಜಧಾನಿ ಬೆಂಗಳೂರು, ಮೈಸೂರು, ಮಂಡ್ಯ, ರಾಮನಗರ, ಕೋಲಾರ, ಚಿಕ್ಕಬಳ್ಳಾಪುರ, ತುಮಕೂರು, ಹಾಸನ, ಶಿವಮೊಗ್ಗ, ದಾವಣಗೆರೆ, ಚಿಕ್ಕಮಗಳೂರು ಸೇರಿದಂತೆ ರಾಜ್ಯದ ಬಹುತೇಕ ಕಡೆ ಬಸ್ಸುಗಳ ಸಂಚಾರ ಎಂದಿನಂತೆ ಸಹಜ ಸ್ಥಿತಿಯಲ್ಲಿತ್ತು, ಕೆಲವು ಕಡೆ ಮಾತ್ರ ನಿಗಮದ ನೌಕರರು ಕರ್ತವ್ಯಕ್ಕೆ ಗೈರುಹಾಜರಾಗಿ ಬೆಂಗಳೂರು ಚಲೋ ಮುಷ್ಕರದಲ್ಲಿ ಭಾಗಿಯಾಗಿದ್ದರು.: [478, 901, 618, 1004]
